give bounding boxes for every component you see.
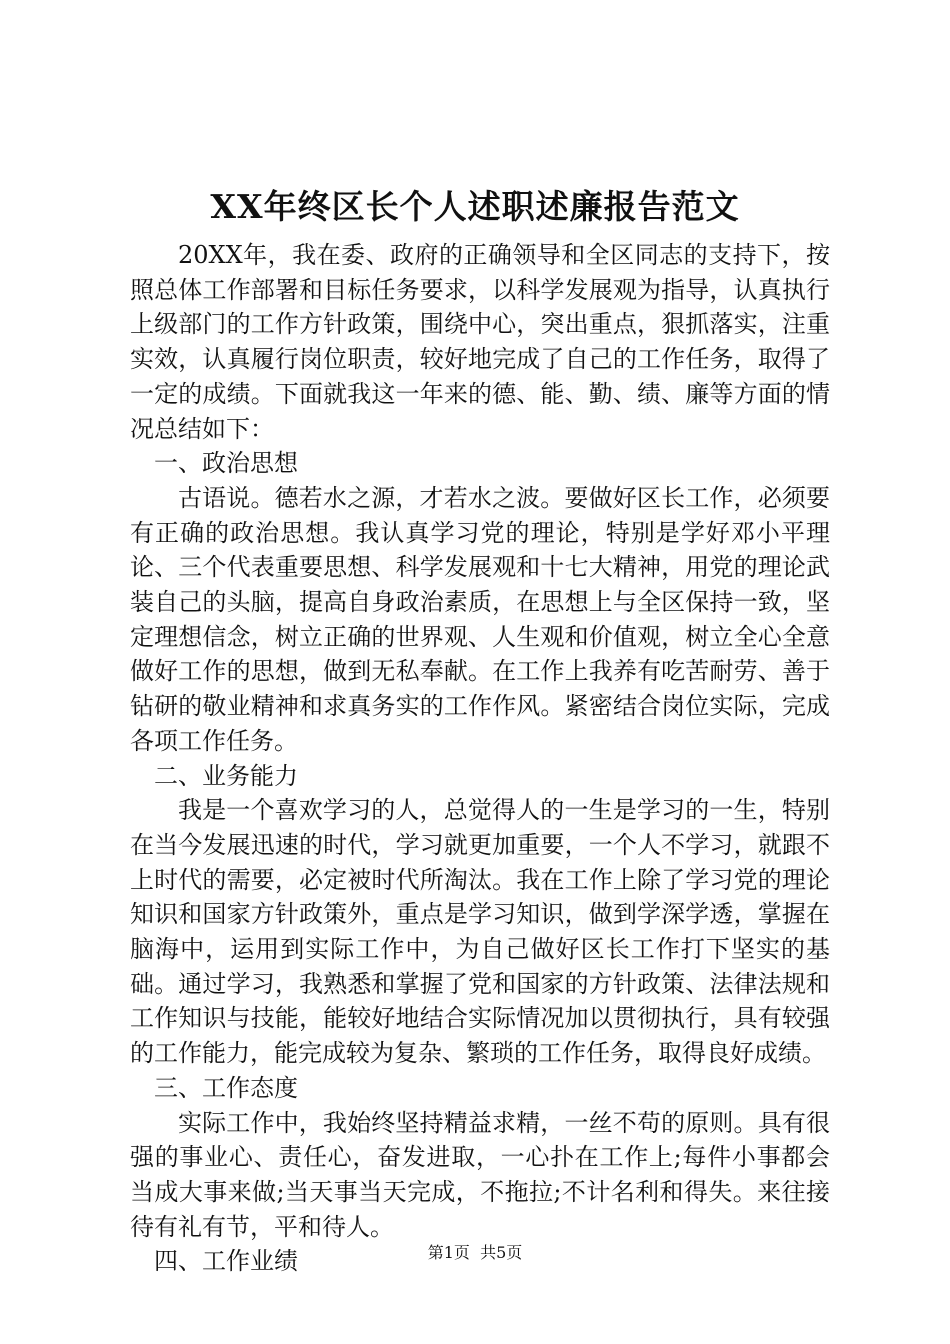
- intro-paragraph: 20XX年，我在委、政府的正确领导和全区同志的支持下，按照总体工作部署和目标任务要求，以科学发展观为指导，认真执行上级部门的工作方针政策，围绕中心，突出重点，狠抓落实，注重实效，认真履行岗位职责，较好地完成了自己的工作任务，取得了一定的成绩。下面就我这一年来的德、能、勤、绩、廉等方面的情况总结如下：: [130, 241, 830, 443]
- section-heading-ability: 二、业务能力: [154, 761, 298, 790]
- section-text-political: 古语说。德若水之源，才若水之波。要做好区长工作，必须要有正确的政治思想。我认真学习党的理论，特别是学好邓小平理论、三个代表重要思想、科学发展观和十七大精神，用党的理论武装自己的头脑，提高自身政治素质，在思想上与全区保持一致，坚定理想信念，树立正确的世界观、人生观和价值观，树立全心全意做好工作的思想，做到无私奉献。在工作上我养有吃苦耐劳、善于钻研的敬业精神和求真务实的工作作风。紧密结合岗位实际，完成各项工作任务。: [130, 483, 830, 755]
- section-heading-performance: 四、工作业绩: [154, 1247, 298, 1276]
- section-text-ability: 我是一个喜欢学习的人，总觉得人的一生是学习的一生，特别在当今发展迅速的时代，学习就更加重要，一个人不学习，就跟不上时代的需要，必定被时代所淘汰。我在工作上除了学习党的理论知识和国家方针政策外，重点是学习知识，做到学深学透，掌握在脑海中，运用到实际工作中，为自己做好区长工作打下坚实的基础。通过学习，我熟悉和掌握了党和国家的方针政策、法律法规和工作知识与技能，能较好地结合实际情况加以贯彻执行，具有较强的工作能力，能完成较为复杂、繁琐的工作任务，取得良好成绩。: [130, 796, 830, 1068]
- page-number-footer: 第1页 共5页: [427, 1243, 523, 1262]
- document-title: XX年终区长个人述职述廉报告范文: [210, 187, 740, 226]
- section-text-attitude: 实际工作中，我始终坚持精益求精，一丝不苟的原则。具有很强的事业心、责任心，奋发进取，一心扑在工作上;每件小事都会当成大事来做;当天事当天完成，不拖拉;不计名利和得失。来往接待有礼有节，平和待人。: [130, 1108, 830, 1241]
- section-heading-attitude: 三、工作态度: [154, 1073, 298, 1102]
- section-heading-political: 一、政治思想: [154, 449, 298, 478]
- document-body: [130, 238, 830, 1279]
